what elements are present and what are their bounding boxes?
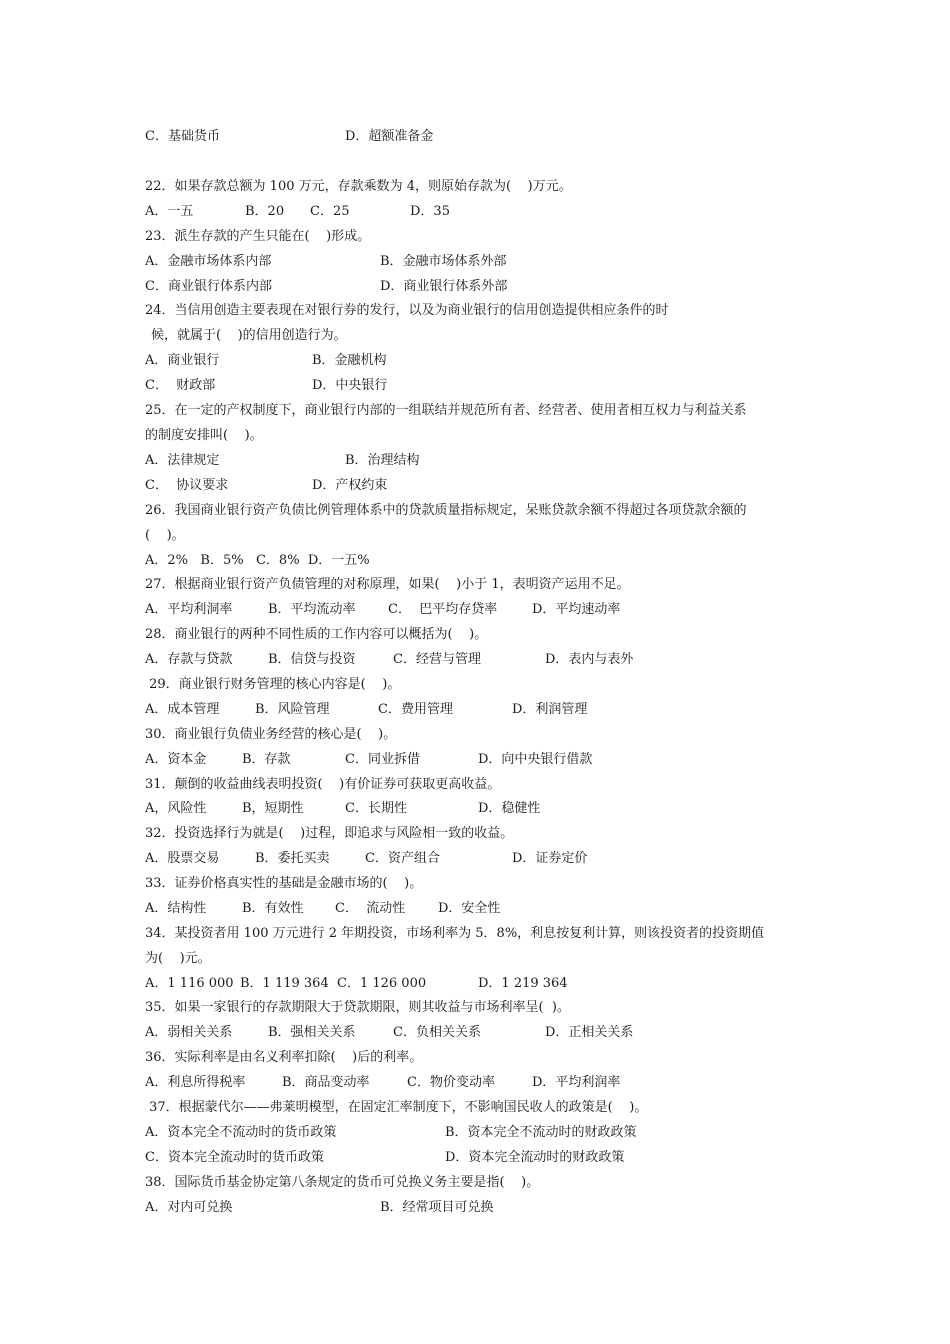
option: B．资本完全不流动时的财政政策 — [445, 1125, 637, 1140]
option: D．表内与表外 — [545, 652, 634, 667]
option: D．35 — [410, 204, 450, 219]
option: C． 流动性 — [335, 901, 406, 916]
option: A．对内可兑换 — [145, 1200, 233, 1215]
question-line: 22．如果存款总额为 100 万元，存款乘数为 4，则原始存款为( )万元。 — [145, 179, 572, 194]
option: D．1 219 364 — [478, 976, 568, 991]
option: C． 财政部 — [145, 378, 216, 393]
option: A．资本完全不流动时的货币政策 — [145, 1125, 337, 1140]
option: B．治理结构 — [345, 453, 420, 468]
question-line: 37．根据蒙代尔——弗莱明模型，在固定汇率制度下，不影响国民收人的政策是( )。 — [145, 1100, 648, 1115]
option: C．负相关关系 — [393, 1025, 481, 1040]
option: B．信贷与投资 — [268, 652, 356, 667]
option: D．资本完全流动时的财政政策 — [445, 1150, 625, 1165]
option: C．资产组合 — [365, 851, 440, 866]
option: B．商品变动率 — [282, 1075, 370, 1090]
option: A．商业银行 — [145, 353, 220, 368]
option: D．安全性 — [438, 901, 501, 916]
question-line: 34．某投资者用 100 万元进行 2 年期投资，市场利率为 5．8%，利息按复利计算，则该投资者的投资期值 — [145, 926, 765, 941]
option: B．金融机构 — [312, 353, 387, 368]
question-line: 28．商业银行的两种不同性质的工作内容可以概括为( )。 — [145, 627, 488, 642]
option: C．经营与管理 — [393, 652, 481, 667]
question-line: 26．我国商业银行资产负债比例管理体系中的贷款质量指标规定，呆账贷款余额不得超过各项贷款余额的 — [145, 503, 747, 518]
option: D．平均速动率 — [532, 602, 621, 617]
option: C．1 126 000 — [337, 976, 427, 991]
option: A．结构性 — [145, 901, 207, 916]
option: C．资本完全流动时的货币政策 — [145, 1150, 324, 1165]
option: C． 巴平均存贷率 — [388, 602, 498, 617]
option: D．证券定价 — [512, 851, 588, 866]
option: A．1 116 000 — [145, 976, 234, 991]
option: D．稳健性 — [478, 801, 541, 816]
question-line: 24．当信用创造主要表现在对银行券的发行，以及为商业银行的信用创造提供相应条件的时 — [145, 303, 669, 318]
option: A．弱相关关系 — [145, 1025, 233, 1040]
option: A．股票交易 — [145, 851, 220, 866]
option: D．正相关关系 — [545, 1025, 634, 1040]
option: C．基础货币 — [145, 129, 220, 144]
option: D．向中央银行借款 — [478, 752, 593, 767]
option: D．中央银行 — [312, 378, 388, 393]
option: C． 协议要求 — [145, 478, 229, 493]
question-line: 36．实际利率是由名义利率扣除( )后的利率。 — [145, 1050, 423, 1065]
option: A．存款与贷款 — [145, 652, 233, 667]
question-line: 32．投资选择行为就是( )过程，即追求与风险相一致的收益。 — [145, 826, 514, 841]
option: A．法律规定 — [145, 453, 220, 468]
option-line: A．2% B．5% C．8% D．一五% — [145, 553, 370, 568]
option: C．同业拆借 — [345, 752, 420, 767]
question-line: 25．在一定的产权制度下，商业银行内部的一组联结并规范所有者、经营者、使用者相互权力与利益关系 — [145, 403, 747, 418]
option: D．平均利润率 — [532, 1075, 621, 1090]
option: B．平均流动率 — [268, 602, 356, 617]
option: A．成本管理 — [145, 702, 220, 717]
question-line: 31．颠倒的收益曲线表明投资( )有价证券可获取更高收益。 — [145, 777, 501, 792]
question-line: 30．商业银行负债业务经营的核心是( )。 — [145, 727, 397, 742]
option: C．物价变动率 — [407, 1075, 495, 1090]
option: A．资本金 — [145, 752, 207, 767]
option: B．20 — [245, 204, 285, 219]
question-line: ( )。 — [145, 528, 185, 543]
question-line: 33．证券价格真实性的基础是金融市场的( )。 — [145, 876, 423, 891]
option: C．商业银行体系内部 — [145, 279, 272, 294]
question-line: 的制度安排叫( )。 — [145, 428, 263, 443]
question-line: 候，就属于( )的信用创造行为。 — [151, 328, 347, 343]
option: B．经常项目可兑换 — [380, 1200, 494, 1215]
option: B．有效性 — [242, 901, 304, 916]
question-line: 29．商业银行财务管理的核心内容是( )。 — [145, 677, 401, 692]
option: A．利息所得税率 — [145, 1075, 246, 1090]
option: A．金融市场体系内部 — [145, 254, 272, 269]
question-line: 35．如果一家银行的存款期限大于贷款期限，则其收益与市场利率呈( )。 — [145, 1000, 570, 1015]
question-line: 27．根据商业银行资产负债管理的对称原理，如果( )小于 1，表明资产运用不足。 — [145, 577, 630, 592]
option: C．25 — [310, 204, 350, 219]
option: B．强相关关系 — [268, 1025, 356, 1040]
option: A．一五 — [145, 204, 194, 219]
option: B．1 119 364 — [240, 976, 329, 991]
option: D．产权约束 — [312, 478, 388, 493]
question-line: 23．派生存款的产生只能在( )形成。 — [145, 229, 371, 244]
option: A，风险性 — [145, 801, 207, 816]
option: B．风险管理 — [255, 702, 330, 717]
option: D．超额准备金 — [345, 129, 434, 144]
option: B．存款 — [242, 752, 291, 767]
option: C．长期性 — [345, 801, 407, 816]
option: B．金融市场体系外部 — [380, 254, 507, 269]
option: C．费用管理 — [378, 702, 453, 717]
option: D．利润管理 — [512, 702, 588, 717]
option: B．委托买卖 — [255, 851, 330, 866]
option: A．平均利洞率 — [145, 602, 233, 617]
option: D．商业银行体系外部 — [380, 279, 508, 294]
question-line: 为( )元。 — [145, 951, 211, 966]
question-line: 38．国际货币基金协定第八条规定的货币可兑换义务主要是指( )。 — [145, 1175, 540, 1190]
option: B，短期性 — [242, 801, 304, 816]
